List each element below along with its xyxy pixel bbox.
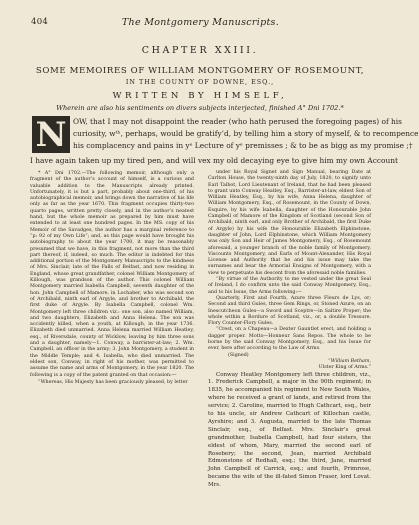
- signed-label: (Signed): [228, 352, 249, 358]
- opening-line-1: OW, that I may not disappoint the reader (who hath perused the foregoing pages) of his: [73, 117, 402, 126]
- footnote-paragraph: “Whereas, His Majesty has been graciously pleased, by letter: [38, 379, 188, 385]
- wherein-line: Wherein are also his sentiments on divers subjects interjected, finished A° Dni 1702.*: [56, 104, 344, 112]
- book-title: The Montgomery Manuscripts.: [121, 17, 280, 28]
- body-paragraph: Conway Heatley Montgomery left three children, viz., 1. Frederick Campbell, a major in the 90th regiment; in 1835, he accompanied his regiment to New South Wales, where he received a grant of lands, and retired from the service; 2. Caroline, married to Hugh Cathcart, esq., heir to his uncle, sir Andrew Cathcart of Killochan castle, Ayrshire; and 3. Augusta, married to the late Thomas Sinclair, esq., of Belfast. Mrs. Sinclair’s great grandmother, Isabella Campbell, had four sisters, the eldest of whom, Mary, married the second earl of Rosebery; the second, Jean, married Archibald Edmonstone of Redhall, esq.; the third, Jane, married John Campbell of Carrick, esq.; and fourth, Primrose, became the wife of the ill-fated Simon Fraser, lord Lovat. Mrs.: [208, 371, 371, 489]
- footnote-paragraph: “By virtue of the Authority to me vested under the great Seal of Ireland, I do confirm unto the said Conway Montgomery, Esq., and to his Issue, the Arms following:—: [208, 277, 371, 295]
- chapter-heading: CHAPTER XXIII.: [141, 45, 259, 56]
- opening-line-2: curiosity, wᵗʰ, perhaps, would be gratify’d, by telling him a story of myself, & to recompence: [73, 129, 419, 138]
- opening-line-3: his complacency and pains in yᵉ Lecture of yᵉ premisses ; & to be as bigg as my promise ;†: [73, 141, 413, 150]
- footnote-column-left: [30, 170, 194, 386]
- memoir-subtitle: IN THE COUNTY OF DOWNE, ESQ.,: [125, 78, 275, 86]
- drop-cap-initial: N: [32, 116, 70, 153]
- footnote-paragraph: under his Royal Signet and Sign Manual, bearing Date at Carlton House, the twenty-ninth day of July, 1820, to signify unto Earl Talbot, Lord Lieutenant of Ireland, that he had been pleased to grant unto Conway Heatley, Esq., Barrister-at-law, eldest Son of William Heatley, Esq., by his wife, Anna Helena, daughter of William Montgomery, Esq., of Rosemount, in the County of Down, Esquire, by his wife Isabella, daughter of the Honourable John Campbell of Mamore of the Kingdom of Scotland (second Son of Archibald, ninth earl, and only Brother of Archibald, the first Duke of Argyle) by his wife the Honourable Elizabeth Elphinstone, daughter of John, Lord Elphinstone, which William Montgomery was only Son and Heir of James Montgomery, Esq., of Rosemount aforesaid, a younger branch of the noble family of Montgomery, Viscounts Montgomery, and Earls of Mount-Alexander, His Royal License and Authority that he and his issue may take the surnames and bear the Armorial Ensigns of Montgomery, with a view to perpetuate his descent from the aforesaid noble families.: [208, 170, 371, 276]
- footnote-column-right: [208, 170, 371, 490]
- footnote-paragraph: “Crest, on a Chapeau—a Dexter Gauntlet erect, and holding a dagger proper. Motto—Honneur Sans Repos. The whole to be borne by the said Conway Montgomery, Esq., and his Issue for ever, here after according to the Law of Arms.: [208, 327, 371, 352]
- written-by: WRITTEN BY HIMSELF,: [112, 91, 288, 101]
- opening-line-4: I have again taken up my tired pen, and will vex my old decaying eye to give him my own Account: [30, 156, 398, 165]
- running-head: [31, 17, 370, 31]
- footnote-paragraph: Quarterly, First and Fourth, Azure three Fleurs de Lys, or; Second and third Gules, three Gem Rings, or, Stoned Azure, on an Inescutcheon Gules—a Sword and Sceptre—in Saltire Proper; the whole within a Bordure of Scotland, viz., or, a double Tressure. Flory Counter-Flory Gules.: [208, 295, 371, 327]
- footnote-paragraph: * A° Dni 1702.—The following memoir, although only a fragment of the author’s account of himself, is a curious and valuable addition to the Manuscripts already printed. Unfortunately, it is but a part, probably about one-third, of his autobiographical memoir, and brings down the narrative of his life only as far as the year 1670. This fragment occupies thirty-two quarto pages, written pretty closely, and in the author’s neatest hand, but the whole memoir as prepared by him must have extended to at least one hundred pages. In the MS. copy of his Memoir of the Savadges, the author has a marginal reference to “p: 92 of my Own Life”; and, as this page would have brought his autobiography to about the year 1700, it may be reasonably presumed that we have, in this fragment, not more than the third part thereof, if, indeed, so much. The editor is indebted for this additional portion of the Montgomery Manuscripts to the kindness of Mrs. Sinclair, late of the Falls of Belfast, and now residing in England, whose great grandfather, colonel William Montgomery of Killough, was grandson of the author. This colonel William Montgomery married Isabella Campbell, seventh daughter of the hon. John Campbell of Mamore, in Lochaber, who was second son of Archibald, ninth earl of Argyle, and brother to Archibald, the first duke of Argyle. By Isabella Campbell, colonel Wm. Montgomery left three children viz.: one son, also named William, and two daughters, Elizabeth and Anna Helena. The son was accidently killed, when a youth, at Killough, in the year 1736. Elizabeth died unmarried. Anna Helena married William Heatley, esq., of Riversdale, county of Wicklow, leaving by him three sons and a daughter, namely—1. Conway, a barrister-at-law; 2. Wm. Campbell, an officer in the army; 3. John Montgomery, a student in the Middle Temple; and 4. Isabella, who died unmarried. The eldest son, Conway, in right of his mother, was permitted to assume the name and arms of Montgomery, in the year 1820. The following is a copy of the patent granted on that occasion:—: [30, 171, 194, 378]
- page-number: 404: [31, 17, 49, 27]
- memoir-title: SOME MEMOIRES OF WILLIAM MONTGOMERY OF ROSEMOUNT,: [35, 66, 365, 76]
- signature-title: Ulster King of Arms.”: [318, 365, 371, 371]
- signature-name: “William Betham,: [328, 358, 371, 364]
